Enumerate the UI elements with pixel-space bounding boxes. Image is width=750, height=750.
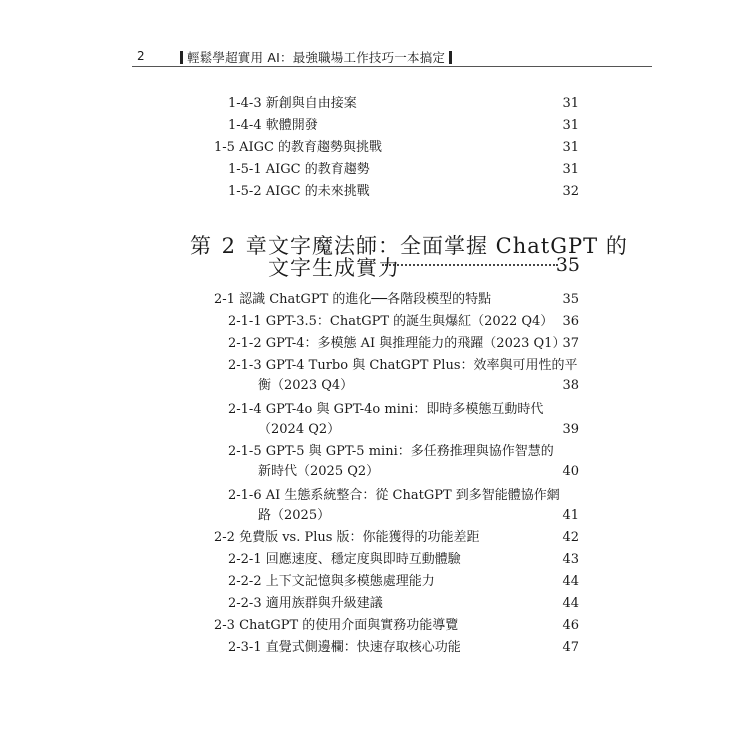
toc-entry-continued: 衡（2023 Q4） [258, 378, 354, 393]
toc-entry-continued: 路（2025） [258, 508, 331, 523]
toc-entry: 1-5 AIGC 的教育趨勢與挑戰 [214, 140, 383, 155]
chapter-title-line1: 文字魔法師：全面掌握 ChatGPT 的 [268, 234, 628, 258]
toc-page: 32 [562, 184, 579, 199]
toc-page: 31 [562, 162, 579, 177]
toc-entry: 2-1-5 GPT-5 與 GPT-5 mini：多任務推理與協作智慧的 [228, 444, 554, 459]
toc-entry-continued: 新時代（2025 Q2） [258, 464, 380, 479]
toc-entry: 2-1-2 GPT-4：多模態 AI 與推理能力的飛躍（2023 Q1） [228, 336, 566, 351]
toc-page: 36 [562, 314, 579, 329]
toc-entry: 2-1 認識 ChatGPT 的進化──各階段模型的特點 [214, 292, 492, 307]
toc-entry: 2-1-1 GPT-3.5：ChatGPT 的誕生與爆紅（2022 Q4） [228, 314, 554, 329]
toc-page: 38 [562, 378, 579, 393]
header-rule [132, 66, 652, 67]
toc-page: 46 [562, 618, 579, 633]
toc-entry: 1-5-1 AIGC 的教育趨勢 [228, 162, 370, 177]
toc-entry: 2-2-1 回應速度、穩定度與即時互動體驗 [228, 552, 461, 567]
toc-page: 41 [562, 508, 579, 523]
toc-page: 39 [562, 422, 579, 437]
toc-page: 42 [562, 530, 579, 545]
toc-entry: 2-2 免費版 vs. Plus 版：你能獲得的功能差距 [214, 530, 480, 545]
toc-entry: 2-3 ChatGPT 的使用介面與實務功能導覽 [214, 618, 459, 633]
chapter-label: 第 2 章 [190, 234, 269, 258]
toc-entry: 2-1-4 GPT-4o 與 GPT-4o mini：即時多模態互動時代 [228, 402, 544, 417]
running-title [176, 48, 456, 66]
toc-entry: 2-2-2 上下文記憶與多模態處理能力 [228, 574, 435, 589]
toc-page: 40 [562, 464, 579, 479]
toc-entry: 1-4-4 軟體開發 [228, 118, 318, 133]
toc-page: 35 [562, 292, 579, 307]
toc-entry: 2-1-3 GPT-4 Turbo 與 ChatGPT Plus：效率與可用性的平 [228, 358, 578, 373]
chapter-page: 35 [555, 254, 580, 276]
toc-page: 31 [562, 96, 579, 111]
running-header [0, 46, 750, 68]
title-bar-right [449, 51, 452, 64]
toc-entry-continued: （2024 Q2） [258, 422, 341, 437]
toc-page: 47 [562, 640, 579, 655]
toc-entry: 2-1-6 AI 生態系統整合：從 ChatGPT 到多智能體協作網 [228, 488, 560, 503]
page-number: 2 [137, 49, 145, 63]
book-title: 輕鬆學超實用 AI：最強職場工作技巧一本搞定 [187, 50, 446, 65]
toc-page: 44 [562, 574, 579, 589]
chapter-title-line2: 文字生成實力 [268, 256, 400, 280]
toc-entry: 2-3-1 直覺式側邊欄：快速存取核心功能 [228, 640, 461, 655]
title-bar-left [180, 51, 183, 64]
dot-leader [382, 264, 558, 266]
toc-entry: 1-5-2 AIGC 的未來挑戰 [228, 184, 370, 199]
toc-page: 31 [562, 118, 579, 133]
toc-page: 43 [562, 552, 579, 567]
toc-page: 44 [562, 596, 579, 611]
toc-page: 31 [562, 140, 579, 155]
toc-page: 37 [562, 336, 579, 351]
toc-entry: 1-4-3 新創與自由接案 [228, 96, 357, 111]
toc-entry: 2-2-3 適用族群與升級建議 [228, 596, 383, 611]
